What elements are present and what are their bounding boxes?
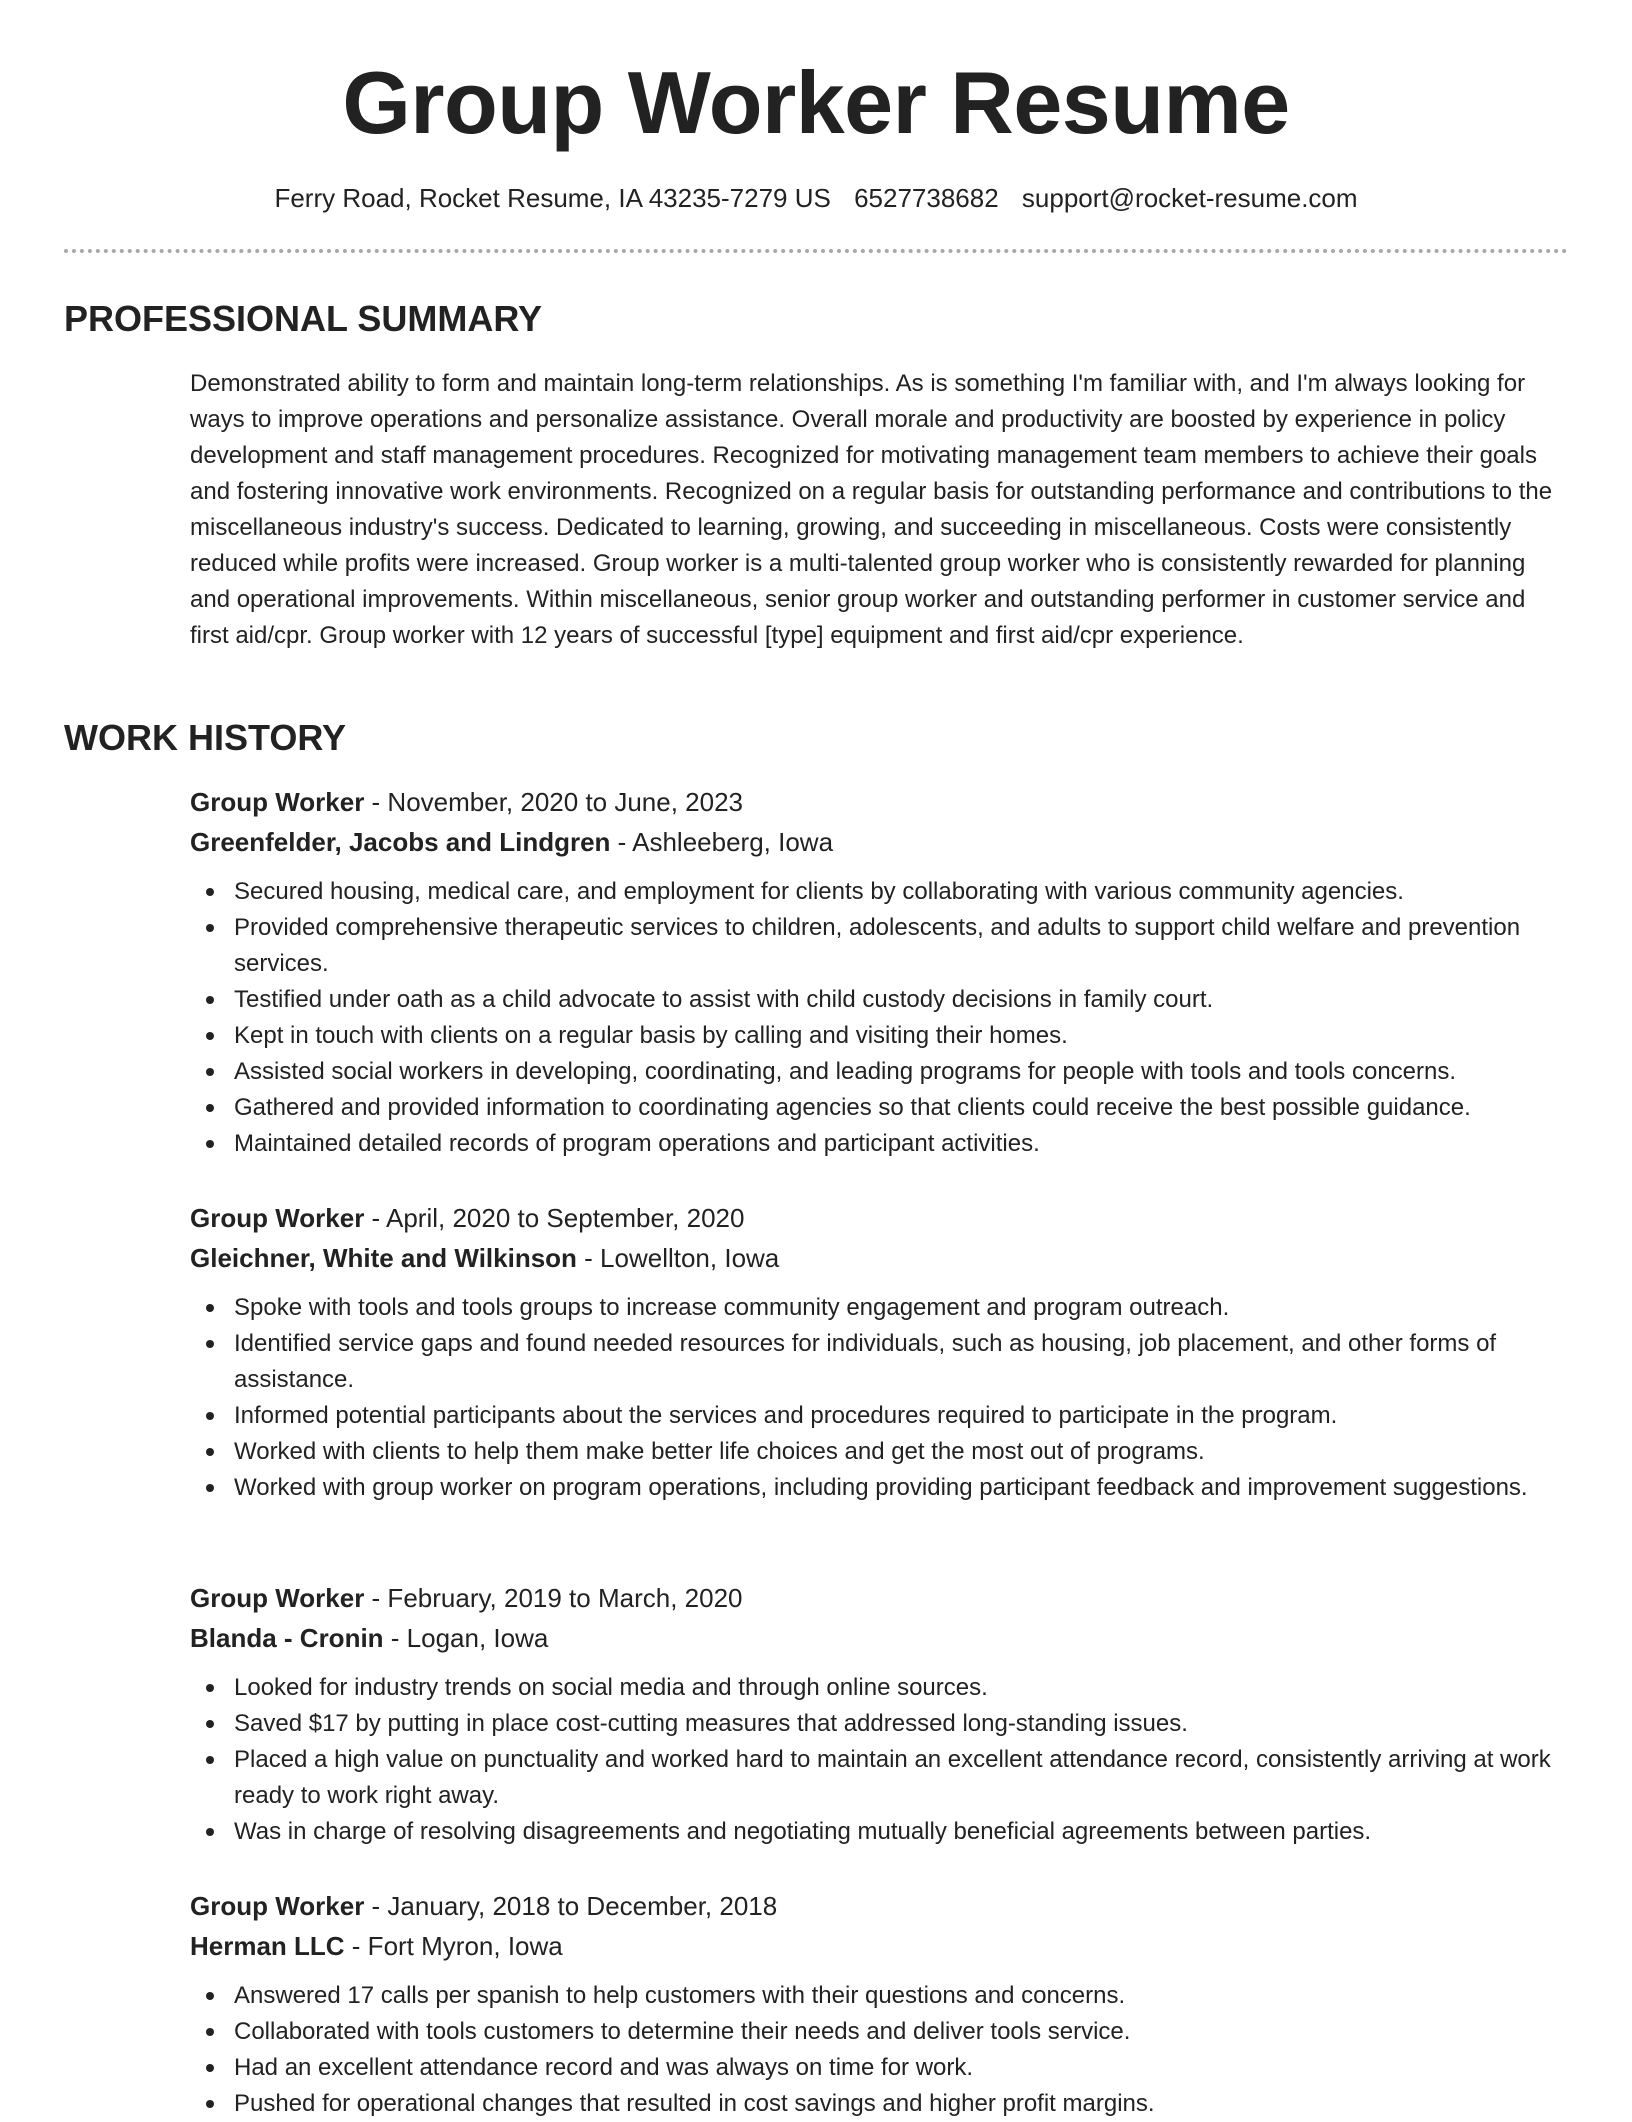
- job-entry: [190, 1886, 1570, 2122]
- job-bullet: Worked with group worker on program operations, including providing participant feedback and improvement suggestions.: [234, 1470, 1570, 1506]
- job-title: Group Worker: [190, 1583, 365, 1613]
- professional-summary-heading: PROFESSIONAL SUMMARY: [64, 298, 543, 339]
- job-bullet: Had an excellent attendance record and was always on time for work.: [234, 2050, 1570, 2086]
- contact-phone: 6527738682: [854, 183, 999, 213]
- job-company-line: [190, 1618, 1570, 1658]
- job-entry: [190, 782, 1570, 1162]
- job-bullet: Gathered and provided information to coordinating agencies so that clients could receive the best possible guidance.: [234, 1090, 1570, 1126]
- job-bullet: Saved $17 by putting in place cost-cutting measures that addressed long-standing issues.: [234, 1706, 1570, 1742]
- job-company-line: [190, 822, 1570, 862]
- job-title-line: [190, 1886, 1570, 1926]
- job-location: - Lowellton, Iowa: [576, 1243, 780, 1273]
- job-title: Group Worker: [190, 1203, 365, 1233]
- job-company: Gleichner, White and Wilkinson: [190, 1243, 577, 1273]
- contact-address: Ferry Road, Rocket Resume, IA 43235-7279 US: [274, 183, 831, 213]
- job-company-line: [190, 1926, 1570, 1966]
- job-title: Group Worker: [190, 1891, 365, 1921]
- professional-summary-text: Demonstrated ability to form and maintain long-term relationships. As is something I'm familiar with, and I'm always looking for ways to improve operations and personalize assistance. Overall morale and productivity are boosted by experience in policy development and staff management procedures. Recognized for motivating management team members to achieve their goals and fostering innovative work environments. Recognized on a regular basis for outstanding performance and contributions to the miscellaneous industry's success. Dedicated to learning, growing, and succeeding in miscellaneous. Costs were consistently reduced while profits were increased. Group worker is a multi-talented group worker who is consistently rewarded for planning and operational improvements. Within miscellaneous, senior group worker and outstanding performer in customer service and first aid/cpr. Group worker with 12 years of successful [type] equipment and first aid/cpr experience.: [190, 370, 1553, 649]
- job-company: Herman LLC: [190, 1931, 345, 1961]
- job-bullet: Collaborated with tools customers to determine their needs and deliver tools service.: [234, 2014, 1570, 2050]
- job-bullet-list: [190, 1290, 1570, 1506]
- job-bullet-list: [190, 1978, 1570, 2122]
- job-entry: [190, 1578, 1570, 1850]
- job-bullet: Answered 17 calls per spanish to help customers with their questions and concerns.: [234, 1978, 1570, 2014]
- job-bullet: Informed potential participants about the services and procedures required to participate in the program.: [234, 1398, 1570, 1434]
- job-entry: [190, 1198, 1570, 1506]
- job-bullet: Worked with clients to help them make better life choices and get the most out of programs.: [234, 1434, 1570, 1470]
- job-bullet: Testified under oath as a child advocate to assist with child custody decisions in family court.: [234, 982, 1570, 1018]
- header-divider: [64, 249, 1568, 253]
- job-location: - Logan, Iowa: [383, 1623, 549, 1653]
- job-bullet: Secured housing, medical care, and employment for clients by collaborating with various community agencies.: [234, 874, 1570, 910]
- job-bullet: Placed a high value on punctuality and worked hard to maintain an excellent attendance record, consistently arriving at work ready to work right away.: [234, 1742, 1570, 1814]
- job-bullet: Assisted social workers in developing, coordinating, and leading programs for people with tools and tools concerns.: [234, 1054, 1570, 1090]
- job-title-line: [190, 1578, 1570, 1618]
- job-company-line: [190, 1238, 1570, 1278]
- job-bullet: Looked for industry trends on social media and through online sources.: [234, 1670, 1570, 1706]
- job-dates: - November, 2020 to June, 2023: [364, 787, 744, 817]
- contact-line: [0, 180, 1632, 216]
- job-dates: - April, 2020 to September, 2020: [364, 1203, 745, 1233]
- job-company: Blanda - Cronin: [190, 1623, 384, 1653]
- job-title-line: [190, 782, 1570, 822]
- work-history-heading: WORK HISTORY: [64, 717, 347, 758]
- job-bullet: Was in charge of resolving disagreements and negotiating mutually beneficial agreements between parties.: [234, 1814, 1570, 1850]
- job-dates: - February, 2019 to March, 2020: [364, 1583, 743, 1613]
- job-dates: - January, 2018 to December, 2018: [364, 1891, 778, 1921]
- job-bullet: Maintained detailed records of program operations and participant activities.: [234, 1126, 1570, 1162]
- job-location: - Ashleeberg, Iowa: [610, 827, 834, 857]
- job-bullet: Kept in touch with clients on a regular basis by calling and visiting their homes.: [234, 1018, 1570, 1054]
- job-bullet: Spoke with tools and tools groups to increase community engagement and program outreach.: [234, 1290, 1570, 1326]
- job-company: Greenfelder, Jacobs and Lindgren: [190, 827, 611, 857]
- contact-email: support@rocket-resume.com: [1021, 183, 1358, 213]
- job-title: Group Worker: [190, 787, 365, 817]
- job-bullet: Pushed for operational changes that resulted in cost savings and higher profit margins.: [234, 2086, 1570, 2122]
- job-bullet: Identified service gaps and found needed resources for individuals, such as housing, job placement, and other forms of assistance.: [234, 1326, 1570, 1398]
- job-bullet-list: [190, 1670, 1570, 1850]
- job-bullet: Provided comprehensive therapeutic services to children, adolescents, and adults to support child welfare and prevention services.: [234, 910, 1570, 982]
- job-location: - Fort Myron, Iowa: [344, 1931, 563, 1961]
- job-bullet-list: [190, 874, 1570, 1162]
- job-title-line: [190, 1198, 1570, 1238]
- resume-title: Group Worker Resume: [342, 53, 1290, 152]
